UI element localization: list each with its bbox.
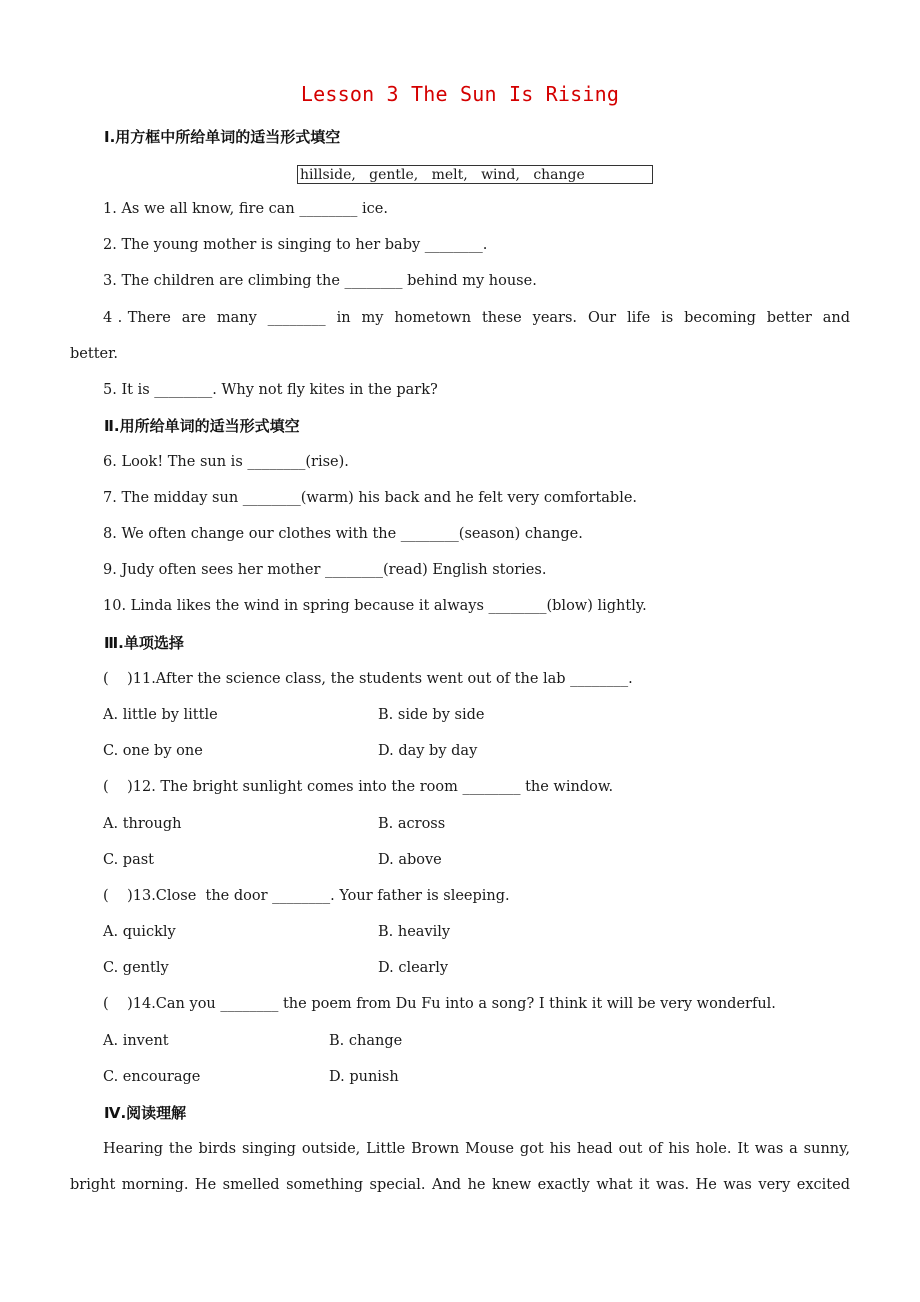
question-11-option-a: A. little by little	[103, 707, 218, 723]
question-7: 7. The midday sun ________(warm) his back and he felt very comfortable.	[103, 490, 638, 506]
question-10: 10. Linda likes the wind in spring because it always ________(blow) lightly.	[103, 598, 647, 614]
question-13: ( )13.Close the door ________. Your father is sleeping.	[103, 888, 510, 904]
page-title: Lesson 3 The Sun Is Rising	[300, 82, 620, 106]
question-12-option-c: C. past	[103, 852, 154, 868]
question-13-option-c: C. gently	[103, 960, 169, 976]
question-13-option-b: B. heavily	[378, 924, 451, 940]
question-12-option-d: D. above	[378, 852, 442, 868]
question-14-option-b: B. change	[329, 1033, 403, 1049]
question-4-line-2: better.	[70, 346, 119, 362]
section-2-heading: Ⅱ.用所给单词的适当形式填空	[104, 417, 300, 435]
reading-paragraph-line-2: bright morning. He smelled something special. And he knew exactly what it was. He was very excited	[70, 1177, 850, 1193]
section-3-heading: Ⅲ.单项选择	[104, 634, 184, 652]
question-14-option-a: A. invent	[103, 1033, 169, 1049]
word-box: hillside, gentle, melt, wind, change	[297, 165, 653, 184]
question-1: 1. As we all know, fire can ________ ice.	[103, 201, 388, 217]
question-8: 8. We often change our clothes with the ________(season) change.	[103, 526, 583, 542]
question-5: 5. It is ________. Why not fly kites in the park?	[103, 382, 438, 398]
reading-paragraph-line-1: Hearing the birds singing outside, Little Brown Mouse got his head out of his hole. It was a sunny,	[103, 1141, 850, 1157]
question-11: ( )11.After the science class, the students went out of the lab ________.	[103, 671, 633, 687]
question-13-option-d: D. clearly	[378, 960, 449, 976]
question-12: ( )12. The bright sunlight comes into the room ________ the window.	[103, 779, 614, 795]
section-1-heading: Ⅰ.用方框中所给单词的适当形式填空	[104, 128, 341, 146]
question-3: 3. The children are climbing the ________ behind my house.	[103, 273, 537, 289]
question-13-option-a: A. quickly	[103, 924, 176, 940]
question-11-option-c: C. one by one	[103, 743, 203, 759]
question-14-option-d: D. punish	[329, 1069, 399, 1085]
question-9: 9. Judy often sees her mother ________(read) English stories.	[103, 562, 547, 578]
question-6: 6. Look! The sun is ________(rise).	[103, 454, 349, 470]
question-12-option-b: B. across	[378, 816, 446, 832]
section-4-heading: Ⅳ.阅读理解	[104, 1104, 187, 1122]
question-4-line-1: 4 . There are many ________ in my hometown these years. Our life is becoming better and	[103, 310, 850, 326]
question-2: 2. The young mother is singing to her baby ________.	[103, 237, 488, 253]
question-12-option-a: A. through	[103, 816, 182, 832]
question-14: ( )14.Can you ________ the poem from Du Fu into a song? I think it will be very wonderful.	[103, 996, 776, 1012]
question-11-option-b: B. side by side	[378, 707, 485, 723]
question-11-option-d: D. day by day	[378, 743, 478, 759]
question-14-option-c: C. encourage	[103, 1069, 201, 1085]
